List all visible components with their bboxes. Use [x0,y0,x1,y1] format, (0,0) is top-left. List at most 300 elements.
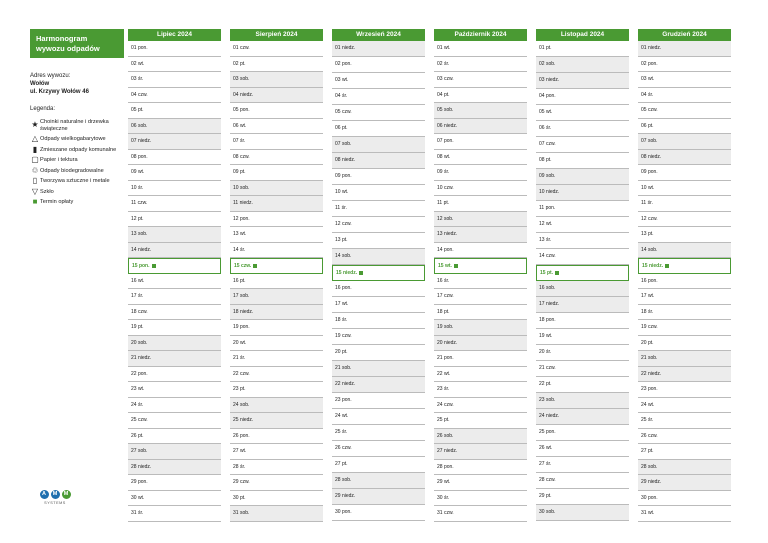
day-label: 06 pt. [335,125,348,131]
legend-title: Legenda: [30,106,56,112]
day-label: 27 pt. [335,461,348,467]
day-row [332,425,425,441]
day-row [128,88,221,104]
address-city: Wołów [30,81,50,87]
day-label: 25 śr. [641,417,654,423]
day-label: 06 sob. [131,122,148,129]
day-label: 11 pon. [539,205,556,211]
day-row [434,119,527,135]
day-label: 12 sob. [437,215,454,222]
legend-label: Zmieszane odpady komunalne [40,146,117,153]
payment-icon: ■ [32,197,38,206]
day-row [638,367,731,383]
bulky-waste-icon: △ [31,134,39,143]
day-label: 16 pon. [641,277,658,284]
day-row [128,460,221,476]
day-row [128,336,221,352]
day-row [434,165,527,181]
day-label: 13 śr. [539,237,552,243]
day-row [536,217,629,233]
day-row [128,212,221,228]
day-label: 04 czw. [131,91,148,98]
day-row [332,313,425,329]
day-label: 30 pon. [641,494,658,501]
day-label: 22 niedz. [335,381,356,387]
day-row [638,57,731,73]
day-label: 05 pon. [233,107,250,113]
day-row [230,243,323,259]
day-label: 08 czw. [233,153,250,160]
day-label: 06 wt. [233,122,247,129]
day-row [332,105,425,121]
month-column [434,29,527,522]
day-label: 22 wt. [437,370,451,377]
legend-item [30,157,124,164]
day-row [536,41,629,57]
day-row [128,181,221,197]
day-label: 30 sob. [539,509,556,515]
day-row [638,491,731,507]
day-label: 26 czw. [641,432,658,439]
day-row [434,134,527,150]
day-label: 09 sob. [539,173,556,179]
day-label: 06 śr. [539,125,552,131]
day-label: 13 sob. [131,231,148,237]
day-row [638,41,731,57]
day-row [230,88,323,104]
day-row [230,41,323,57]
day-row [536,409,629,425]
page-title: Harmonogram wywozu odpadów [30,29,124,58]
day-row [536,329,629,345]
day-label: 05 pt. [131,107,144,113]
day-row [536,57,629,73]
day-label: 03 sob. [233,76,250,82]
day-row [638,429,731,445]
day-row [230,289,323,305]
day-row [536,201,629,217]
day-row [638,274,731,290]
day-label: 14 czw. [539,253,556,259]
day-row [128,150,221,166]
day-label: 29 niedz. [641,479,662,485]
day-row [536,89,629,105]
day-label: 05 czw. [335,109,352,115]
day-label: 08 pt. [539,157,552,163]
day-row [128,429,221,445]
logo-letter: M [51,490,60,499]
day-row [128,258,221,274]
day-row [434,506,527,522]
day-row [128,444,221,460]
day-row [332,505,425,521]
day-label: 24 śr. [131,401,144,408]
legend-label: Odpady wielkogabarytowe [40,136,106,142]
day-row [230,274,323,290]
month-column [638,29,731,522]
day-label: 23 śr. [437,386,450,392]
day-row [332,345,425,361]
day-row [230,212,323,228]
day-label: 23 pon. [335,397,352,403]
day-label: 07 niedz. [131,138,152,144]
day-label: 01 niedz. [641,45,662,51]
day-row [638,150,731,166]
day-row [230,150,323,166]
day-row [332,57,425,73]
month-header: Lipiec 2024 [128,29,221,41]
day-row [128,41,221,57]
day-row [434,413,527,429]
day-label: 12 wt. [539,221,553,227]
day-label: 26 pon. [233,432,250,439]
day-label: 30 wt. [131,494,145,501]
day-row [128,103,221,119]
day-label: 17 wt. [335,301,349,307]
legend-label: Odpady biodegradowalne [40,167,104,174]
day-row [332,393,425,409]
day-row [434,320,527,336]
day-label: 10 sob. [233,184,250,191]
day-label: 13 niedz. [437,231,458,237]
day-label: 19 sob. [437,324,454,330]
day-label: 13 pt. [335,237,348,243]
day-label: 26 sob. [437,432,454,439]
day-label: 12 czw. [641,215,658,222]
day-row [332,361,425,377]
month-header: Wrzesień 2024 [332,29,425,41]
day-row [434,274,527,290]
day-label: 09 wt. [131,169,145,175]
day-label: 09 pt. [233,169,246,175]
day-label: 10 wt. [335,189,349,195]
day-row [434,475,527,491]
day-label: 14 niedz. [131,246,152,253]
day-row [230,398,323,414]
day-label: 10 śr. [131,184,144,191]
day-row [332,249,425,265]
day-label: 04 pon. [539,93,556,99]
day-row [332,73,425,89]
day-row [128,491,221,507]
day-row [434,72,527,88]
day-label: 15 niedz. [642,263,664,269]
day-row [230,367,323,383]
day-row [536,249,629,265]
day-row [332,233,425,249]
day-label: 17 śr. [131,293,144,299]
day-label: 27 śr. [539,461,552,467]
day-row [434,289,527,305]
day-row [536,233,629,249]
glass-icon: ▽ [31,186,39,196]
day-label: 23 sob. [539,397,556,403]
day-row [230,134,323,150]
day-label: 08 niedz. [335,157,356,163]
address-label: Adres wywozu: [30,73,71,79]
day-label: 08 niedz. [641,153,662,160]
day-row [128,320,221,336]
day-row [332,89,425,105]
day-label: 18 śr. [335,317,348,323]
day-label: 24 wt. [335,413,349,419]
day-row [332,137,425,153]
day-row [230,103,323,119]
day-label: 29 niedz. [335,493,356,499]
day-label: 30 pon. [335,509,352,515]
day-label: 25 śr. [335,429,348,435]
day-label: 02 pon. [641,60,658,67]
day-row [434,398,527,414]
day-label: 15 pon. [132,263,150,269]
day-row [230,181,323,197]
day-label: 24 wt. [641,401,655,408]
legend-label: Szkło [40,188,54,195]
day-label: 21 sob. [335,365,352,371]
day-label: 08 wt. [437,153,451,160]
day-row [434,212,527,228]
day-label: 19 czw. [641,324,658,330]
day-row [536,425,629,441]
day-row [128,367,221,383]
day-label: 04 niedz. [233,91,254,98]
day-label: 19 pt. [131,324,144,330]
day-row [128,196,221,212]
day-label: 01 niedz. [335,45,356,51]
day-row [128,227,221,243]
day-label: 17 wt. [641,293,655,299]
day-row [332,201,425,217]
day-row [128,506,221,522]
day-row [230,196,323,212]
day-row [230,258,323,274]
day-row [434,227,527,243]
day-label: 30 pt. [233,494,246,501]
day-label: 18 śr. [641,308,654,315]
payment-icon [555,271,559,275]
day-label: 03 wt. [641,76,655,82]
day-label: 29 wt. [437,479,451,485]
day-label: 25 pon. [539,429,556,435]
day-row [638,382,731,398]
payment-icon [152,264,156,268]
day-row [638,444,731,460]
day-label: 22 czw. [233,370,250,377]
day-label: 17 niedz. [539,301,560,307]
day-label: 24 niedz. [539,413,560,419]
day-label: 05 sob. [437,107,454,113]
day-row [638,165,731,181]
day-label: 01 pon. [131,45,148,51]
day-label: 25 czw. [131,417,148,423]
day-label: 18 niedz. [233,308,254,315]
day-label: 02 pon. [335,61,352,67]
day-row [536,185,629,201]
bio-waste-icon: ♲ [31,165,39,175]
day-label: 10 niedz. [539,189,560,195]
day-row [638,119,731,135]
day-label: 31 śr. [131,510,144,516]
day-label: 27 niedz. [437,448,458,454]
day-label: 01 wt. [437,45,451,51]
day-label: 19 czw. [335,333,352,339]
day-row [434,429,527,445]
day-label: 16 sob. [539,285,556,291]
legend-item [30,178,124,185]
day-label: 06 niedz. [437,122,458,129]
day-label: 02 wt. [131,60,145,67]
day-label: 25 niedz. [233,417,254,423]
day-row [536,361,629,377]
day-row [230,320,323,336]
day-row [332,441,425,457]
day-row [434,88,527,104]
legend-item [30,165,124,175]
logo-text: SYSTEMS [44,501,66,505]
day-label: 31 czw. [437,510,454,516]
day-row [536,489,629,505]
day-label: 28 czw. [539,477,556,483]
day-label: 19 pon. [233,324,250,330]
day-label: 03 wt. [335,77,349,83]
mixed-waste-bin-icon: ▮ [32,144,38,154]
day-row [434,150,527,166]
day-row [332,185,425,201]
day-row [128,413,221,429]
day-row [128,134,221,150]
day-row [434,491,527,507]
day-row [332,329,425,345]
day-row [638,305,731,321]
day-label: 16 pt. [233,277,246,284]
day-row [128,475,221,491]
day-label: 19 wt. [539,333,553,339]
day-label: 31 wt. [641,510,655,516]
day-row [638,243,731,259]
day-label: 21 czw. [539,365,556,371]
day-row [434,41,527,57]
day-row [128,243,221,259]
day-row [434,460,527,476]
payment-icon [359,271,363,275]
day-label: 11 czw. [131,200,148,206]
day-label: 07 sob. [641,138,658,144]
day-row [536,265,629,281]
legend-item [30,186,124,196]
day-row [638,351,731,367]
day-label: 14 sob. [641,246,658,253]
day-row [536,313,629,329]
payment-icon [253,264,257,268]
day-row [332,217,425,233]
day-label: 07 śr. [233,138,246,144]
day-row [332,153,425,169]
day-row [638,72,731,88]
day-label: 21 pon. [437,355,454,361]
day-row [332,169,425,185]
legend-label: Papier i tektura [40,157,78,163]
day-row [332,489,425,505]
day-row [434,181,527,197]
day-label: 04 śr. [641,91,654,98]
day-label: 12 pon. [233,215,250,222]
day-label: 27 sob. [131,448,148,454]
day-label: 28 sob. [641,463,658,470]
day-label: 05 czw. [641,107,658,113]
day-label: 07 czw. [539,141,556,147]
day-label: 05 wt. [539,109,553,115]
day-label: 12 czw. [335,221,352,227]
day-row [536,297,629,313]
day-row [128,382,221,398]
day-row [230,227,323,243]
day-row [434,243,527,259]
day-label: 26 pt. [131,432,144,439]
day-row [638,103,731,119]
legend-label: Tworzywa sztuczne i metale [40,178,110,184]
day-label: 12 pt. [131,215,144,222]
company-logo [30,490,80,505]
logo-letter: M [62,490,71,499]
day-label: 20 wt. [233,339,247,346]
day-label: 30 śr. [437,494,450,501]
day-row [536,169,629,185]
day-row [230,382,323,398]
month-column [128,29,221,522]
day-label: 24 czw. [437,401,454,408]
day-label: 04 pt. [437,91,450,98]
day-label: 29 czw. [233,479,250,485]
day-row [434,351,527,367]
day-row [536,153,629,169]
day-label: 02 sob. [539,61,556,67]
day-row [230,336,323,352]
day-label: 23 pt. [233,386,246,392]
day-label: 22 niedz. [641,370,662,377]
day-row [638,289,731,305]
day-label: 20 pt. [335,349,348,355]
day-label: 25 pt. [437,417,450,423]
day-row [638,181,731,197]
logo-letter: A [40,490,49,499]
day-row [638,460,731,476]
day-row [434,367,527,383]
day-label: 18 pt. [437,308,450,315]
day-row [230,475,323,491]
day-row [332,297,425,313]
legend-item [30,119,124,132]
day-row [230,413,323,429]
day-row [536,393,629,409]
month-header: Listopad 2024 [536,29,629,41]
day-label: 18 czw. [131,308,148,315]
day-row [434,103,527,119]
day-label: 31 sob. [233,510,250,516]
day-label: 03 śr. [131,76,144,82]
month-header: Grudzień 2024 [638,29,731,41]
day-row [128,72,221,88]
day-row [536,105,629,121]
day-row [332,265,425,281]
month-header: Sierpień 2024 [230,29,323,41]
day-row [434,336,527,352]
day-row [638,227,731,243]
day-row [230,119,323,135]
day-label: 10 czw. [437,184,454,191]
payment-icon [454,264,458,268]
address-street: ul. Krzywy Wołów 46 [30,89,89,95]
day-label: 24 sob. [233,401,250,408]
